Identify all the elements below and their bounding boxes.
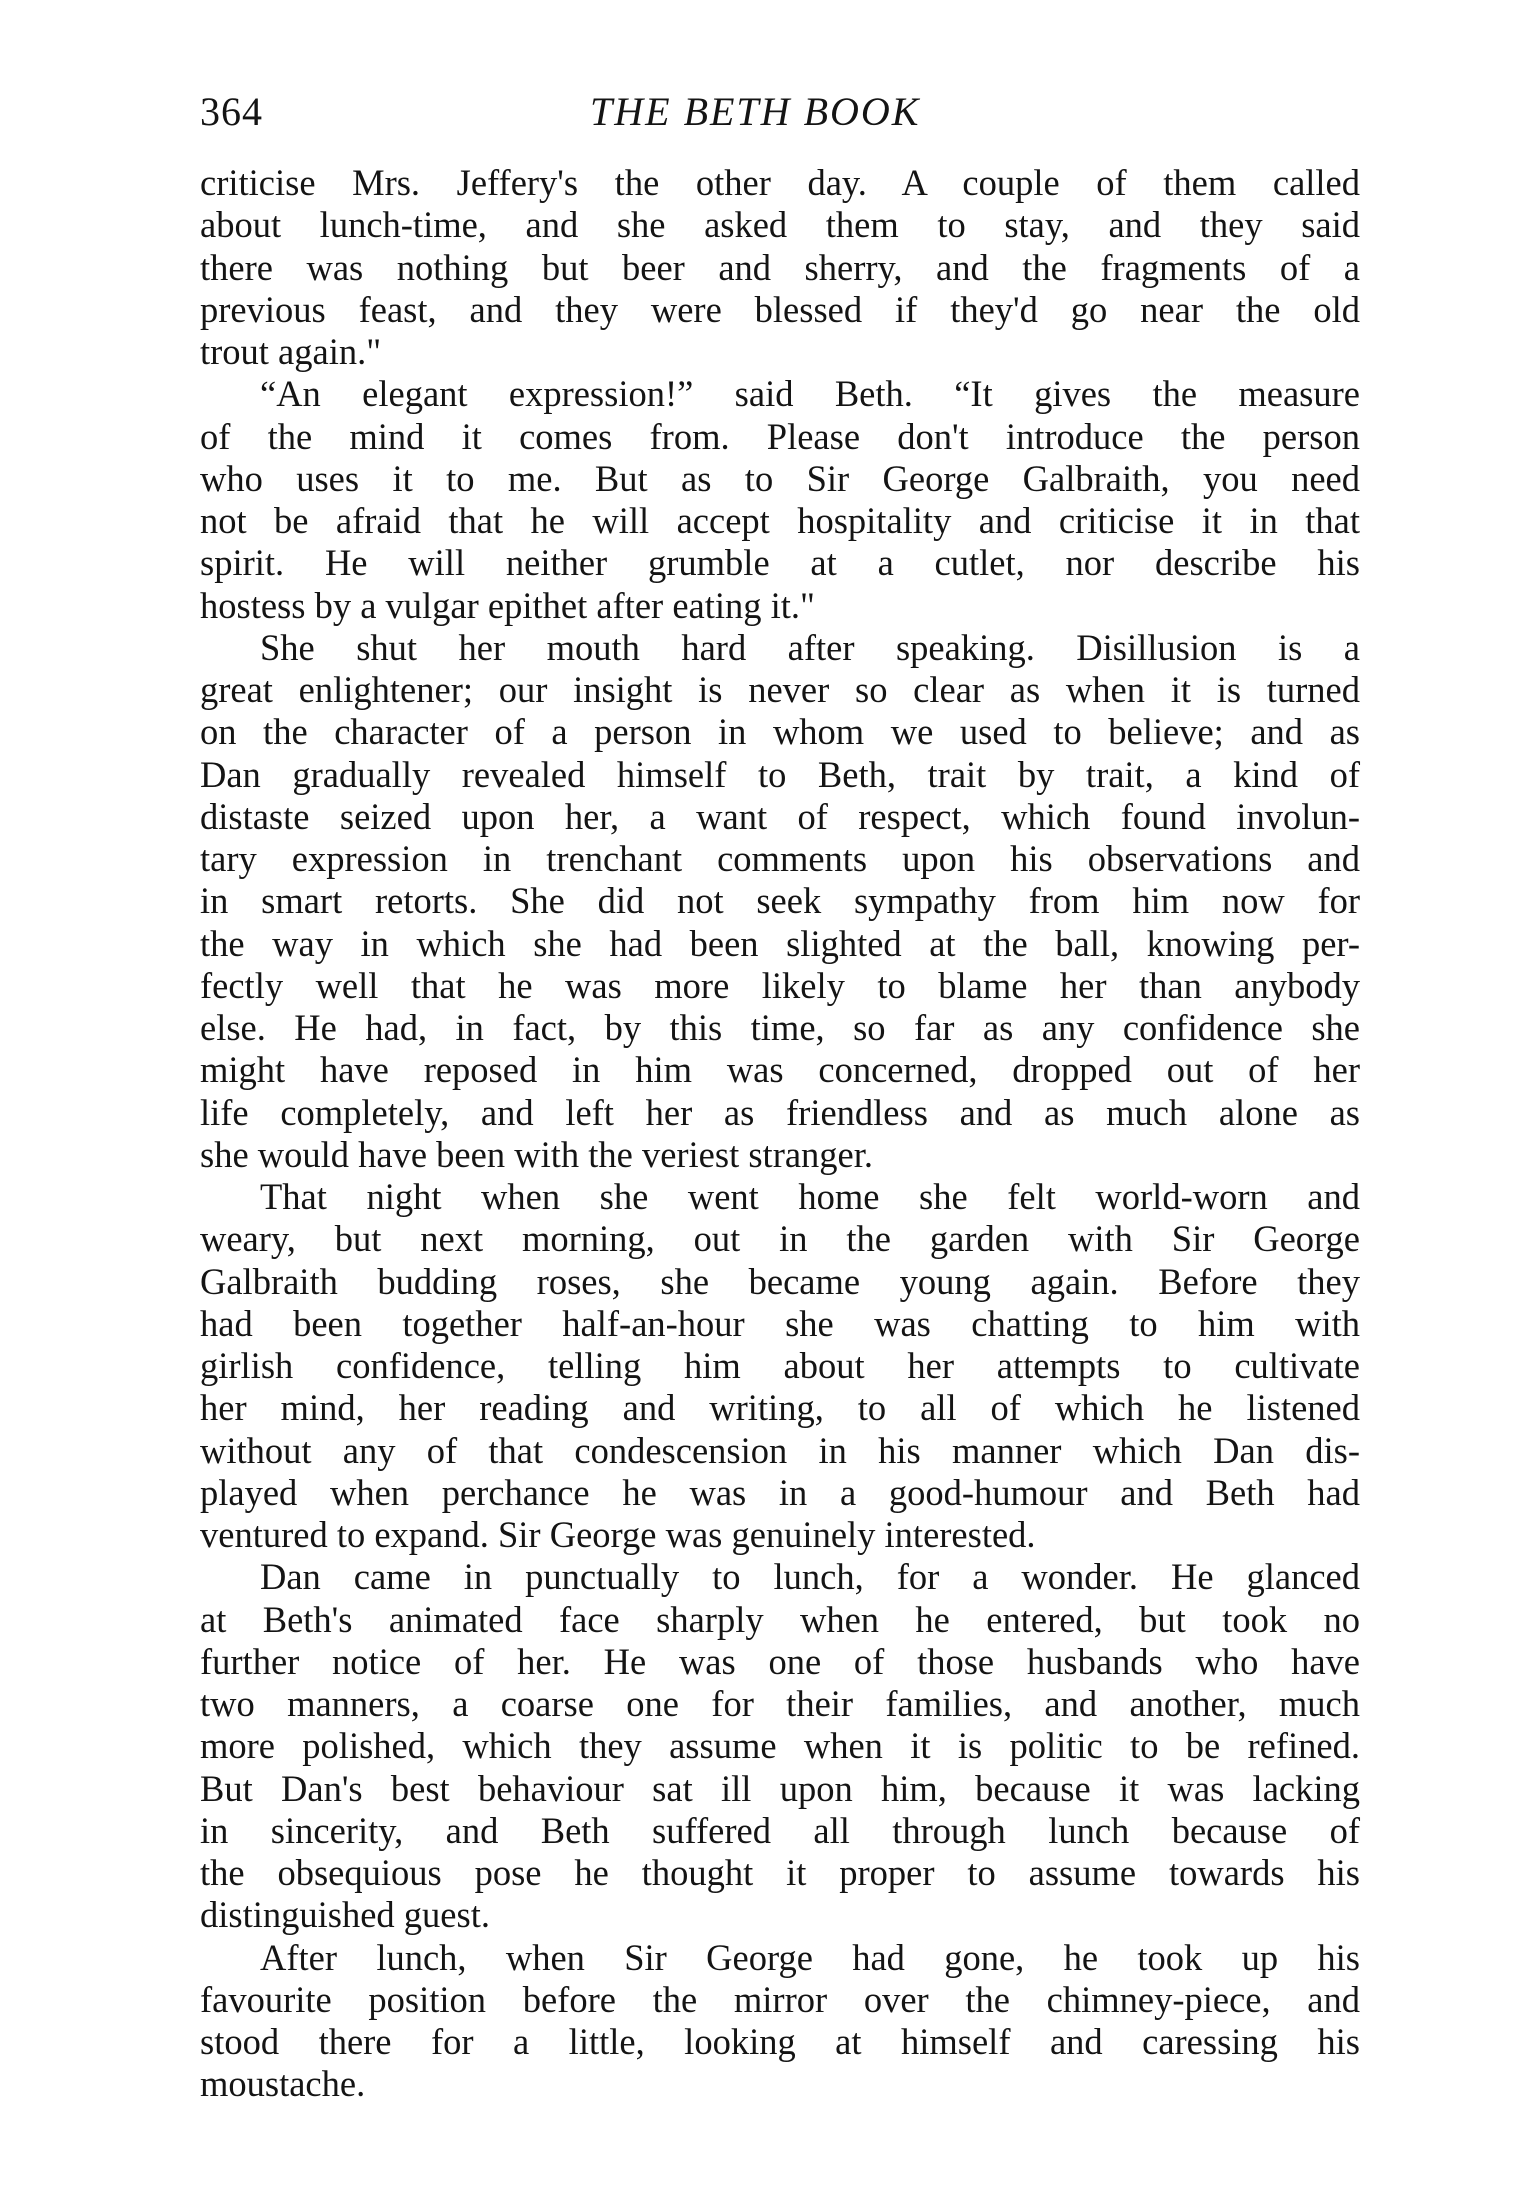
text-line: had been together half-an-hour she was chatting to him with xyxy=(200,1302,1360,1344)
text-line: tary expression in trenchant comments upon his observations and xyxy=(200,838,1360,879)
text-line: of the mind it comes from. Please don't introduce the person xyxy=(200,415,1360,457)
text-line: Dan gradually revealed himself to Beth, trait by trait, a kind of xyxy=(200,753,1360,795)
text-line: there was nothing but beer and sherry, and the fragments of a xyxy=(200,246,1360,288)
running-head xyxy=(200,86,1360,146)
text-line: She shut her mouth hard after speaking. Disillusion is a xyxy=(260,626,1360,668)
text-line: two manners, a coarse one for their families, and another, much xyxy=(200,1683,1360,1724)
text-line: distaste seized upon her, a want of respect, which found involun- xyxy=(200,795,1360,837)
text-line: ventured to expand. Sir George was genuinely interested. xyxy=(200,1514,1036,1555)
text-line: the way in which she had been slighted at the ball, knowing per- xyxy=(200,922,1360,964)
text-line: Dan came in punctually to lunch, for a wonder. He glanced xyxy=(260,1556,1360,1598)
page-number: 364 xyxy=(200,89,263,134)
text-line: stood there for a little, looking at himself and caressing his xyxy=(200,2021,1360,2062)
text-line: further notice of her. He was one of those husbands who have xyxy=(200,1640,1360,1682)
text-line: But Dan's best behaviour sat ill upon him, because it was lacking xyxy=(200,1767,1360,1809)
text-line: spirit. He will neither grumble at a cutlet, nor describe his xyxy=(200,542,1360,584)
text-line: who uses it to me. But as to Sir George Galbraith, you need xyxy=(200,457,1360,499)
text-line: weary, but next morning, out in the garden with Sir George xyxy=(200,1218,1360,1260)
text-line: she would have been with the veriest stranger. xyxy=(200,1133,874,1175)
text-line: else. He had, in fact, by this time, so far as any confidence she xyxy=(200,1007,1360,1048)
text-line: played when perchance he was in a good-humour and Beth had xyxy=(200,1471,1360,1513)
text-line: in smart retorts. She did not seek sympathy from him now for xyxy=(200,880,1360,922)
text-line: trout again." xyxy=(200,331,382,372)
text-line: great enlightener; our insight is never so clear as when it is turned xyxy=(200,669,1360,710)
text-line: at Beth's animated face sharply when he entered, but took no xyxy=(200,1598,1360,1640)
text-line: moustache. xyxy=(200,2063,366,2105)
body-text xyxy=(200,162,1360,2106)
text-line: about lunch-time, and she asked them to stay, and they said xyxy=(200,204,1360,246)
text-line: without any of that condescension in his manner which Dan dis- xyxy=(200,1429,1360,1471)
text-line: her mind, her reading and writing, to all of which he listened xyxy=(200,1387,1360,1429)
text-line: After lunch, when Sir George had gone, he took up his xyxy=(260,1936,1360,1978)
text-line: hostess by a vulgar epithet after eating it." xyxy=(200,584,815,626)
text-line: not be afraid that he will accept hospitality and criticise it in that xyxy=(200,500,1360,541)
text-line: the obsequious pose he thought it proper to assume towards his xyxy=(200,1852,1360,1893)
text-line: “An elegant expression!” said Beth. “It gives the measure xyxy=(260,373,1360,415)
text-line: on the character of a person in whom we used to believe; and as xyxy=(200,711,1360,753)
text-line: girlish confidence, telling him about her attempts to cultivate xyxy=(200,1345,1360,1386)
text-line: Galbraith budding roses, she became young again. Before they xyxy=(200,1260,1360,1302)
text-line: life completely, and left her as friendless and as much alone as xyxy=(200,1091,1360,1133)
text-line: previous feast, and they were blessed if they'd go near the old xyxy=(200,288,1360,330)
text-line: distinguished guest. xyxy=(200,1894,490,1936)
running-title: THE BETH BOOK xyxy=(590,89,921,134)
text-line: might have reposed in him was concerned, dropped out of her xyxy=(200,1049,1360,1091)
text-line: favourite position before the mirror over the chimney-piece, and xyxy=(200,1978,1360,2020)
text-line: fectly well that he was more likely to blame her than anybody xyxy=(200,964,1360,1006)
text-line: in sincerity, and Beth suffered all through lunch because of xyxy=(200,1809,1360,1851)
text-line: criticise Mrs. Jeffery's the other day. A couple of them called xyxy=(200,162,1360,203)
text-line: more polished, which they assume when it is politic to be refined. xyxy=(200,1725,1360,1767)
text-line: That night when she went home she felt world-worn and xyxy=(260,1176,1360,1217)
